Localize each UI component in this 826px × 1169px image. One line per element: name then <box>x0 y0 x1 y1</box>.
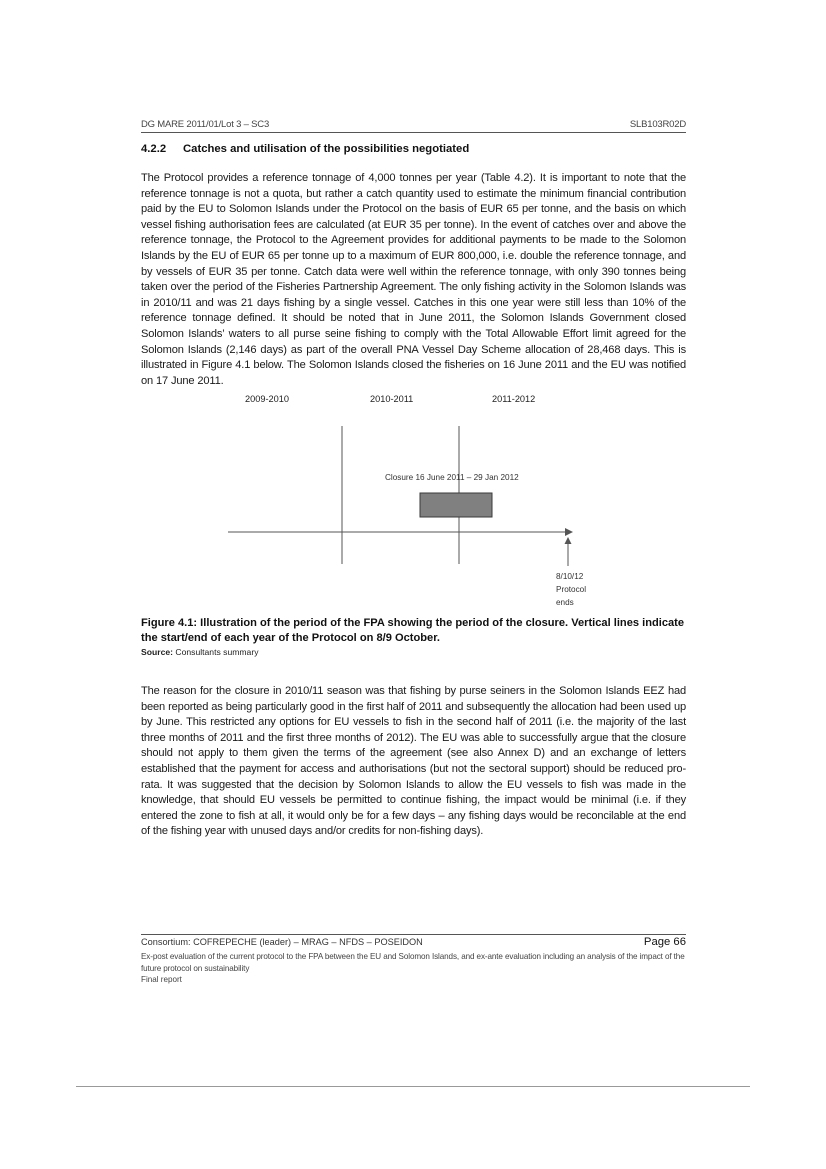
figure-caption: Figure 4.1: Illustration of the period of the FPA showing the period of the closure. Vertical lines indicate the start/end of each year of the Protocol on 8/9 October. <box>141 617 685 644</box>
section-heading <box>141 143 469 155</box>
year-label-2011-2012: 2011-2012 <box>492 394 536 404</box>
footer-consortium-line <box>141 937 686 947</box>
section-title: Catches and utilisation of the possibilities negotiated <box>183 143 470 155</box>
page-number: Page 66 <box>643 936 686 948</box>
figure-source <box>141 647 259 657</box>
protocol-end-arrowhead <box>565 537 572 544</box>
protocol-end-label <box>556 570 586 609</box>
protocol-end-word-2: ends <box>556 598 574 607</box>
header-doc-code: SLB103R02D <box>629 119 686 130</box>
closure-period-bar <box>420 493 492 517</box>
figure-drawing <box>225 394 605 609</box>
header-divider <box>141 132 686 133</box>
header-contract-ref: DG MARE 2011/01/Lot 3 – SC3 <box>141 119 270 130</box>
footer-report-type: Final report <box>141 975 182 984</box>
timeline-arrowhead <box>565 528 573 536</box>
figure-source-label: Source: <box>141 647 173 657</box>
footer-consortium: Consortium: COFREPECHE (leader) – MRAG – NFDS – POSEIDON <box>141 937 423 947</box>
year-label-2010-2011: 2010-2011 <box>370 394 414 404</box>
body-paragraph-2: The reason for the closure in 2010/11 season was that fishing by purse seiners in the Solomon Islands EEZ had been reported as being particularly good in the first half of 2011 and subsequently the allocation had been used up by June. This restricted any options for EU vessels to fish in the second half of 2011 (i.e. the majority of the last three months of 2011 and the first three months of 2012). The EU was able to successfully argue that the closure should not apply to them given the terms of the agreement (see also Annex D) and an exchange of letters established that the payment for access and authorisations (but not the sectoral support) should be reduced pro-rata. It was suggested that the decision by Solomon Islands to allow the EU vessels to fish was made in the knowledge, that should EU vessels be permitted to continue fishing, the impact would be minimal (i.e. if they entered the zone to fish at all, it would only be for a few days – any fishing days would be reconcilable at the end of the fishing year with unused days and/or credits for non-fishing days). <box>141 685 686 838</box>
footer-description: Ex-post evaluation of the current protocol to the FPA between the EU and Solomon Islands, and ex-ante evaluation including an analysis of the impact of the future protocol on sustainability <box>141 952 685 973</box>
protocol-end-word-1: Protocol <box>556 585 587 594</box>
year-label-2009-2010: 2009-2010 <box>245 394 289 404</box>
page-header <box>141 119 686 131</box>
section-number: 4.2.2 <box>141 143 167 155</box>
page-bottom-divider <box>76 1086 750 1087</box>
footer-divider <box>141 934 686 935</box>
body-paragraph-1: The Protocol provides a reference tonnage of 4,000 tonnes per year (Table 4.2). It is important to note that the reference tonnage is not a quota, but rather a catch quantity used to estimate the minimum financial contribution paid by the EU to Solomon Islands under the Protocol on the basis of EUR 65 per tonne, and the basis on which vessel fishing authorisation fees are calculated (at EUR 35 per tonne). In the event of catches over and above the reference tonnage, the Protocol to the Agreement provides for additional payments to be made to the Solomon Islands by the EU of EUR 65 per tonne up to a maximum of EUR 800,000, i.e. double the reference tonnage, and by vessels of EUR 35 per tonne. Catch data were well within the reference tonnage, with only 390 tonnes being taken over the period of the Fisheries Partnership Agreement. The only fishing activity in the Solomon Islands was in 2010/11 and was 21 days fishing by a single vessel. Catches in this one year were still less than 10% of the reference tonnage defined. It should be noted that in June 2011, the Solomon Islands Government closed Solomon Islands’ waters to all purse seine fishing to comply with the Total Allowable Effort limit agreed for the Solomon Islands (2,146 days) as part of the overall PNA Vessel Day Scheme allocation of 28,468 days. This is illustrated in Figure 4.1 below. The Solomon Islands closed the fisheries on 16 June 2011 and the EU was notified on 17 June 2011. <box>141 172 686 387</box>
closure-period-figure <box>225 394 605 609</box>
closure-label: Closure 16 June 2011 – 29 Jan 2012 <box>385 473 519 482</box>
figure-source-text: Consultants summary <box>175 647 259 657</box>
protocol-end-date: 8/10/12 <box>556 572 584 581</box>
